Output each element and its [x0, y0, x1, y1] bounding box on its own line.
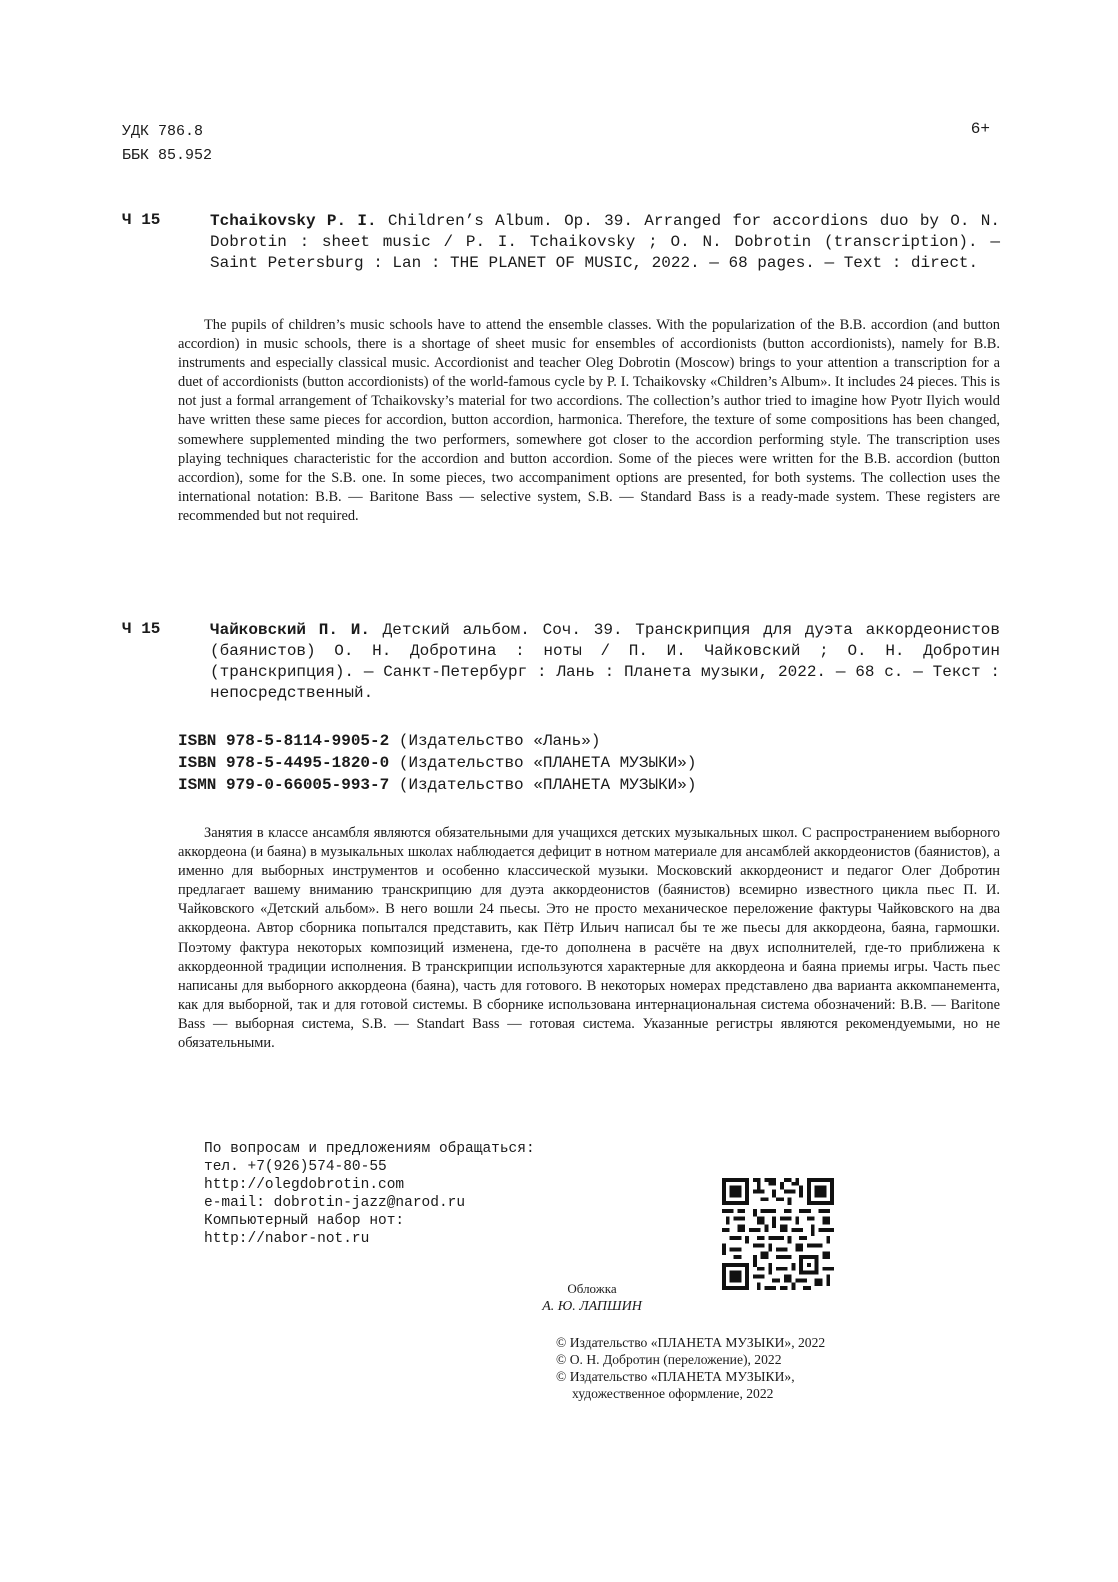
- isbn-number: ISBN 978-5-4495-1820-0: [178, 754, 390, 772]
- typeset-site-link[interactable]: http://nabor-not.ru: [204, 1231, 370, 1247]
- isbn-line: [178, 730, 696, 752]
- bibliographic-text-en: Children’s Album. Op. 39. Arranged for accordions duo by O. N. Dobrotin : sheet music / P. I. Tchaikovsky ; O. N. Dobrotin (transcription). — Saint Petersburg : Lan : THE PLANET OF MUSIC, 2022. — 68 pages. — Text : direct.: [210, 212, 1000, 272]
- bibliographic-record-en: [210, 211, 1000, 274]
- bbk-code: ББК 85.952: [122, 147, 213, 164]
- copyright-notices: [556, 1334, 825, 1402]
- abstract-en: The pupils of children’s music schools have to attend the ensemble classes. With the popularization of the B.B. accordion (and button accordion) in music schools, there is a shortage of sheet music for ensembles of accordionists (button accordionists), namely for B.B. instruments and especially classical music. Accordionist and teacher Oleg Dobrotin (Moscow) brings to your attention a transcription for a duet of accordionists (button accordionists) of the world-famous cycle by P. I. Tchaikovsky «Children’s Album». It includes 24 pieces. This is not just a formal arrangement of Tchaikovsky’s material for two accordions. The collection’s author tried to imagine how Pyotr Ilyich would have written these same pieces for accordion, button accordion, harmonica. Therefore, the texture of some compositions has been changed, somewhere supplemented minding the two performers, somewhere got closer to the accordion performing style. The transcription uses playing techniques characteristic for the accordion and button accordion. Some of the pieces were written for the B.B. accordion (button accordion), some for the S.B. one. In some pieces, two accompaniment options are presented, for both systems. The collection uses the international notation: B.B. — Baritone Bass — selective system, S.B. — Standard Bass is a ready-made system. These registers are recommended but not required.: [178, 317, 1000, 524]
- isbn-publisher: (Издательство «ПЛАНЕТА МУЗЫКИ»): [389, 754, 697, 772]
- abstract-ru: Занятия в классе ансамбля являются обязательными для учащихся детских музыкальных школ. С распространением выборного аккордеона (и баяна) в музыкальных школах наблюдается дефицит в нотном материале для ансамблей аккордеонистов (баянистов), а именно для выборных инструментов и особенно классической музыки. Московский аккордеонист и педагог Олег Добротин предлагает вашему вниманию транскрипцию для дуэта аккордеонистов (баянистов) всемирно известного цикла пьес П. И. Чайковского «Детский альбом». В него вошли 24 пьесы. Это не просто механическое переложение фактуры Чайковского на два аккордеона. Автор сборника попытался представить, как Пётр Ильич написал бы те же пьесы для аккордеона, баяна, гармошки. Поэтому фактура некоторых композиций изменена, где-то дополнена в расчёте на двух исполнителей, где-то приближена к аккордеонной традиции исполнения. В транскрипции используются характерные для аккордеона и баяна приемы игры. Часть пьес написаны для выборного аккордеона (баяна), часть для готового. В некоторых номерах представлено два варианта аккомпанемента, как для выборной, так и для готовой системы. В сборнике использована интернациональная система обозначений: B.B. — Baritone Bass — выборная система, S.B. — Standart Bass — готовая система. Указанные регистры являются рекомендуемыми, но не обязательными.: [178, 825, 1000, 1052]
- author-sign-en: Ч 15: [122, 211, 161, 229]
- ismn-number: ISMN 979-0-66005-993-7: [178, 776, 390, 794]
- isbn-publisher: (Издательство «Лань»): [389, 732, 601, 750]
- classification-codes: [122, 120, 212, 168]
- qr-code-icon[interactable]: [722, 1178, 834, 1290]
- contact-email[interactable]: e-mail: dobrotin-jazz@narod.ru: [204, 1195, 466, 1211]
- isbn-publisher: (Издательство «ПЛАНЕТА МУЗЫКИ»): [389, 776, 697, 794]
- isbn-number: ISBN 978-5-8114-9905-2: [178, 732, 390, 750]
- copyright-line: © Издательство «ПЛАНЕТА МУЗЫКИ», 2022: [556, 1335, 826, 1350]
- author-name-en: Tchaikovsky P. I.: [210, 212, 377, 230]
- cover-label: Обложка: [567, 1281, 617, 1296]
- copyright-line: © Издательство «ПЛАНЕТА МУЗЫКИ»,: [556, 1369, 795, 1384]
- isbn-list: [178, 730, 696, 796]
- typeset-label: Компьютерный набор нот:: [204, 1213, 405, 1229]
- cover-artist: А. Ю. ЛАПШИН: [542, 1299, 642, 1314]
- author-name-ru: Чайковский П. И.: [210, 621, 370, 639]
- contact-intro: По вопросам и предложениям обращаться:: [204, 1141, 535, 1157]
- copyright-line: художественное оформление, 2022: [572, 1386, 774, 1401]
- bibliographic-text-ru: Детский альбом. Соч. 39. Транскрипция для дуэта аккордеонистов (баянистов) О. Н. Добротина : ноты / П. И. Чайковский ; О. Н. Добротин (транскрипция). — Санкт-Петербург : Лань : Планета музыки, 2022. — 68 с. — Текст : непосредственный.: [210, 621, 1000, 702]
- age-rating: 6+: [970, 120, 990, 138]
- udk-code: УДК 786.8: [122, 123, 204, 140]
- copyright-line: © О. Н. Добротин (переложение), 2022: [556, 1352, 782, 1367]
- isbn-line: [178, 752, 696, 774]
- isbn-line: [178, 774, 696, 796]
- contact-phone: тел. +7(926)574-80-55: [204, 1159, 387, 1175]
- contact-info: [204, 1140, 535, 1248]
- contact-site-link[interactable]: http://olegdobrotin.com: [204, 1177, 405, 1193]
- bibliographic-record-ru: [210, 620, 1000, 704]
- author-sign-ru: Ч 15: [122, 620, 161, 638]
- cover-credit: [497, 1280, 687, 1316]
